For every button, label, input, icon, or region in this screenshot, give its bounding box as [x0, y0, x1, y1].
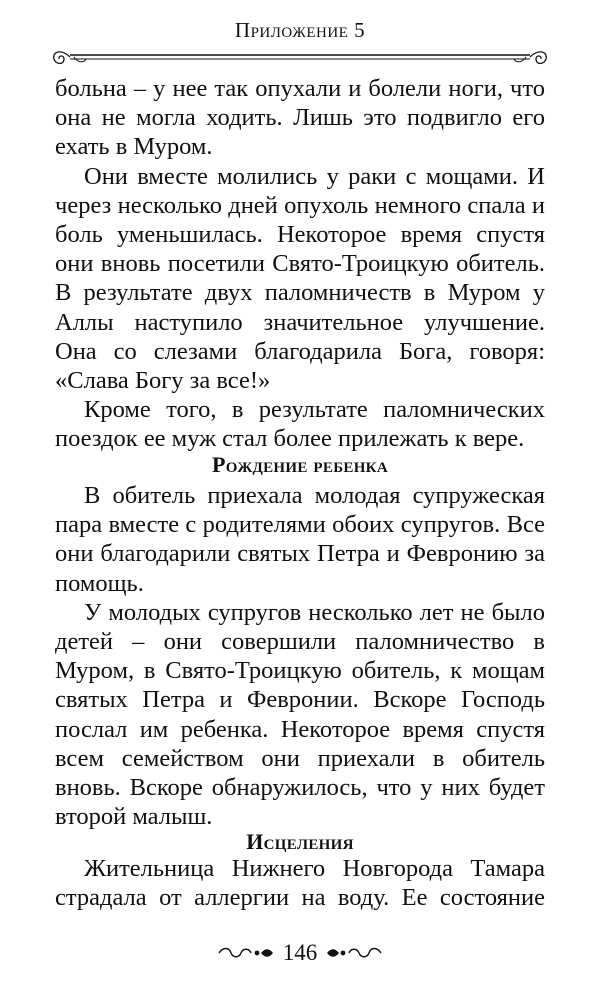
paragraph: В обитель приехала молодая супружеская пара вместе с родителями обоих супругов. Все они благодарили святых Петра и Февронию за помощь.	[55, 482, 545, 597]
right-flourish-icon	[325, 945, 383, 961]
paragraph: больна – у нее так опухали и болели ноги, что она не могла ходить. Лишь это подвигло его ехать в Муром.	[55, 75, 545, 161]
page-footer	[0, 938, 600, 968]
paragraph: У молодых супругов несколько лет не было детей – они совершили паломничество в Муром, в Свято-Троицкую обитель, к мощам святых Петра и Февронии. Вскоре Господь послал им ребенка. Некоторое время спустя всем семейством они приехали в обитель вновь. Вскоре обнаружилось, что у них будет второй малыш.	[55, 598, 545, 831]
running-head: Приложение 5	[234, 18, 366, 42]
page-number: 146	[282, 940, 318, 965]
text-block-third	[55, 854, 545, 912]
section-heading: Рождение ребенка	[212, 452, 388, 477]
ornamental-rule	[48, 47, 552, 69]
text-block-second	[55, 481, 545, 831]
text-block-first	[55, 74, 545, 454]
paragraph: Кроме того, в результате паломнических поездок ее муж стал более прилежать к вере.	[55, 396, 545, 453]
section-heading: Исцеления	[246, 829, 354, 854]
paragraph: Жительница Нижнего Новгорода Тамара страдала от аллергии на воду. Ее состояние	[55, 855, 545, 912]
paragraph: Они вместе молились у раки с мощами. И через несколько дней опухоль немного спала и боль уменьшилась. Некоторое время спустя они вновь посетили Свято-Троицкую обитель. В результате двух паломничеств в Муром у Аллы наступило значительное улучшение. Она со слезами благодарила Бога, говоря: «Слава Богу за все!»	[55, 162, 545, 395]
left-flourish-icon	[217, 945, 275, 961]
